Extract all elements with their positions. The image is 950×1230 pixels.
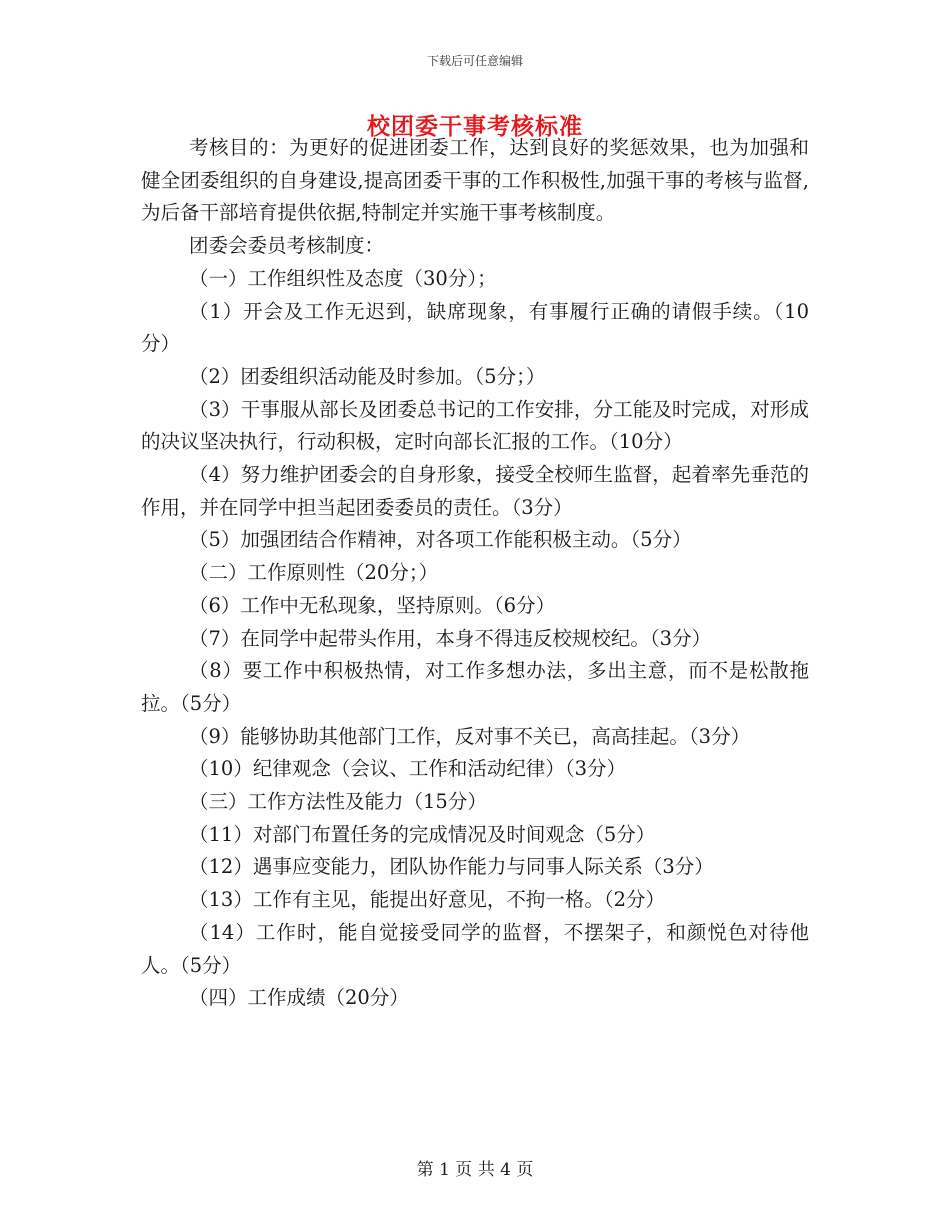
criterion-item-7: （7）在同学中起带头作用，本身不得违反校规校纪。（3分）	[189, 626, 712, 650]
criterion-item-2: （2）团委组织活动能及时参加。（5分；）	[189, 364, 546, 388]
page-number-footer: 第 1 页 共 4 页	[416, 1160, 534, 1180]
criterion-item-5: （5）加强团结合作精神，对各项工作能积极主动。（5分）	[189, 528, 692, 552]
paragraph-purpose: 考核目的：为更好的促进团委工作，达到良好的奖惩效果，也为加强和健全团委组织的自身建设,提高团委干事的工作积极性,加强干事的考核与监督,为后备干部培育提供依据,特制定并实施干事考核制度。	[141, 136, 809, 225]
criterion-item-1: （1）开会及工作无迟到，缺席现象，有事履行正确的请假手续。（10分）	[141, 299, 809, 356]
section-heading-1: （一）工作组织性及态度（30分）；	[189, 266, 497, 290]
criterion-item-3: （3）干事服从部长及团委总书记的工作安排，分工能及时完成，对形成的决议坚决执行，行动积极，定时向部长汇报的工作。（10分）	[141, 397, 809, 454]
criterion-item-4: （4）努力维护团委会的自身形象，接受全校师生监督，起着率先垂范的作用，并在同学中担当起团委委员的责任。（3分）	[141, 463, 809, 519]
section-heading-4: （四）工作成绩（20分）	[189, 986, 409, 1010]
criterion-item-14: （14）工作时，能自觉接受同学的监督，不摆架子，和颜悦色对待他人。（5分）	[141, 920, 809, 977]
criterion-item-13: （13）工作有主见，能提出好意见，不拘一格。（2分）	[189, 888, 665, 912]
page-header-note: 下载后可任意编辑	[426, 54, 523, 68]
section-heading-3: （三）工作方法性及能力（15分）	[189, 790, 487, 814]
criterion-item-12: （12）遇事应变能力，团队协作能力与同事人际关系（3分）	[189, 855, 714, 879]
document-title: 校团委干事考核标准	[367, 113, 583, 140]
criterion-item-8: （8）要工作中积极热情，对工作多想办法，多出主意，而不是松散拖拉。（5分）	[141, 659, 809, 715]
paragraph-system-heading: 团委会委员考核制度：	[189, 234, 385, 258]
criterion-item-6: （6）工作中无私现象，坚持原则。（6分）	[189, 593, 556, 617]
document-body	[141, 132, 809, 1015]
criterion-item-9: （9）能够协助其他部门工作，反对事不关已，高高挂起。（3分）	[189, 724, 751, 748]
criterion-item-10: （10）纪律观念（会议、工作和活动纪律）（3分）	[189, 757, 626, 781]
criterion-item-11: （11）对部门布置任务的完成情况及时间观念（5分）	[189, 822, 656, 846]
section-heading-2: （二）工作原则性（20分；）	[189, 561, 439, 585]
